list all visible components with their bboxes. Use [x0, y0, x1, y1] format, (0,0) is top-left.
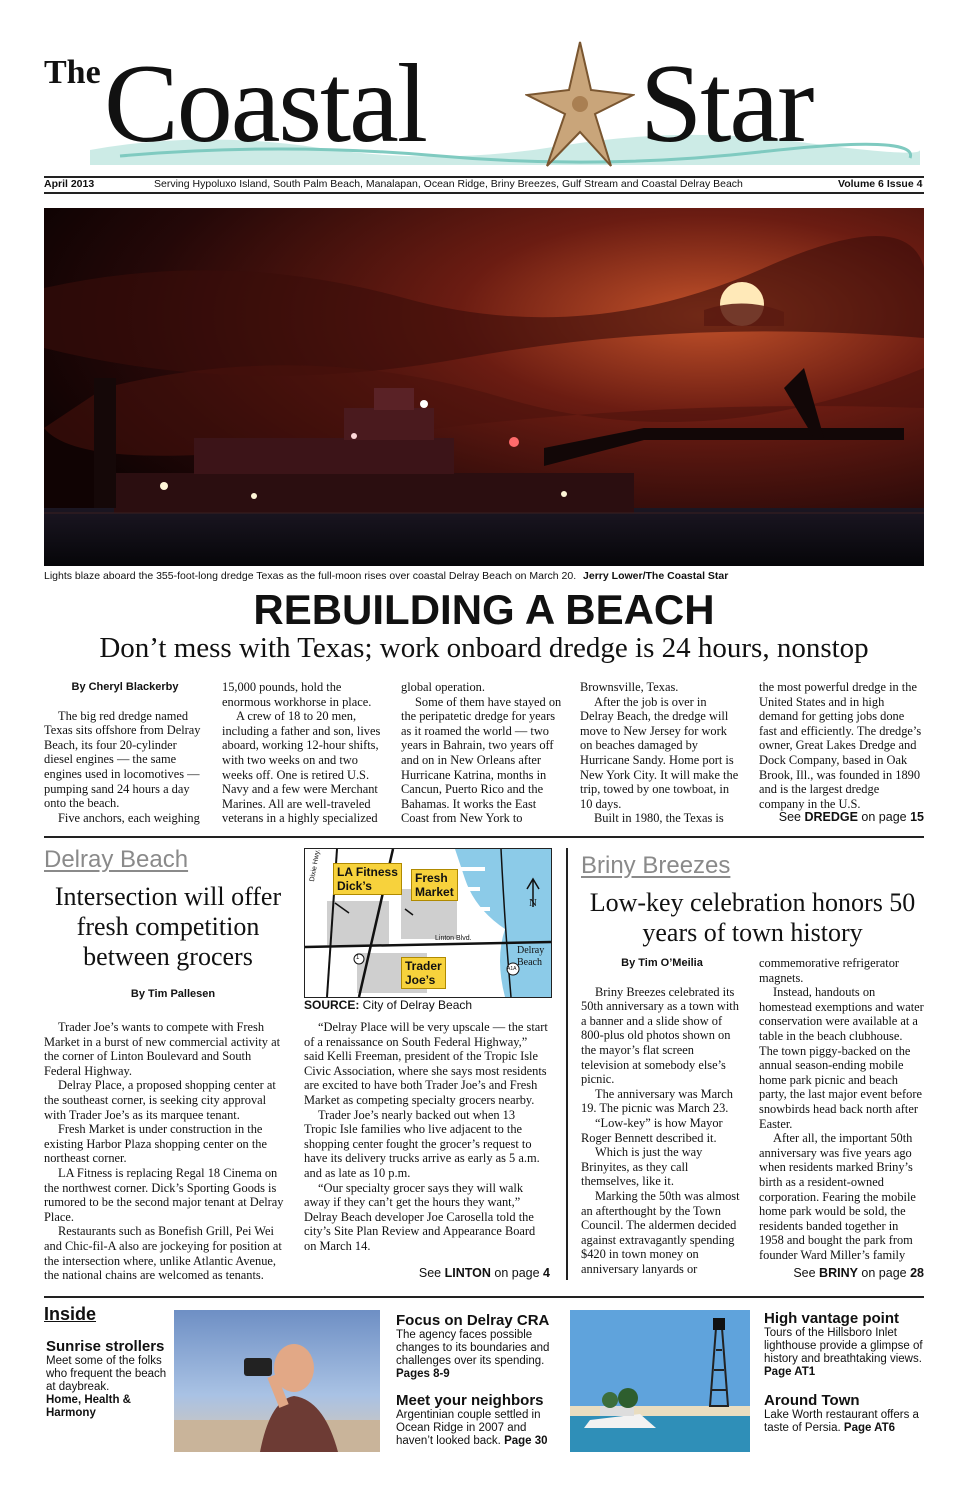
briny-headline: Low-key celebration honors 50 years of town history	[589, 888, 916, 947]
masthead-name-coastal: Coastal	[104, 42, 426, 166]
map-route-1: 1	[356, 955, 360, 961]
lead-photo	[44, 208, 924, 566]
see-linton-link[interactable]: See LINTON on page 4	[418, 1266, 550, 1280]
masthead-the: The	[44, 54, 101, 91]
briny-col-1: By Tim O’Meilia Briny Breezes celebrated its 50th anniversary as a town with a banner and a slide show of 800-plus old photos shown on the mayor’s flat screen television at somebody else’s picnic. The anniversary was March 19. The picnic was March 23. “Low-key” is how Mayor Roger Bennett described it. Which is just the way Brinyites, as they call themselves, like it. Marking the 50th was almost an afterthought by the Town Council. The aldermen decided against extravagantly spending $420 in town money on anniversary lanyards or	[581, 956, 743, 1276]
inside-item-cra[interactable]: Focus on Delray CRA The agency faces possible changes to its boundaries and challenges over its spending. Pages 8-9	[396, 1312, 550, 1380]
area-map	[304, 848, 552, 998]
photo-caption	[44, 570, 728, 582]
inside-item-aroundtown[interactable]: Around Town Lake Worth restaurant offers a taste of Persia. Page AT6	[764, 1392, 919, 1434]
inside-photo-strollers	[174, 1310, 380, 1452]
masthead-name-star: Star	[640, 42, 813, 166]
inside-item-vantage[interactable]: High vantage point Tours of the Hillsboro Inlet lighthouse provide a glimpse of history and breathtaking views. Page AT1	[764, 1310, 923, 1378]
map-north-arrow: N	[529, 897, 537, 909]
inside-item-sunrise[interactable]: Sunrise strollers Meet some of the folks who frequent the beach at daybreak. Home, Health & Harmony	[46, 1338, 167, 1419]
section-briny-breezes[interactable]: Briny Breezes	[581, 852, 731, 879]
map-dixie-hwy: Dixie Hwy.	[309, 848, 322, 883]
map-label-lafitness: LA Fitness Dick’s	[333, 863, 402, 895]
starfish-logo	[525, 40, 635, 170]
inside-photo-lighthouse	[570, 1310, 750, 1452]
see-briny-link[interactable]: See BRINY on page 28	[793, 1266, 924, 1280]
caption-text: Lights blaze aboard the 355-foot-long dredge Texas as the full-moon rises over coastal Delray Beach on March 20.	[44, 570, 577, 582]
photo-credit: Jerry Lower/The Coastal Star	[583, 570, 729, 582]
map-label-freshmarket: Fresh Market	[411, 869, 458, 901]
see-dredge-link[interactable]: See DREDGE on page 15	[778, 810, 924, 824]
lead-headline: REBUILDING A BEACH	[253, 586, 715, 633]
map-label-traderjoes: Trader Joe’s	[401, 957, 446, 989]
section-delray-beach[interactable]: Delray Beach	[44, 846, 189, 873]
lead-col-2: 15,000 pounds, hold the enormous workhorse in place. A crew of 18 to 20 men, including a father and son, lives aboard, working 12-hour shifts, with two weeks on and two weeks off. One is retired U.S. Navy and a few were Merchant Marines. All are well-traveled veterans in a highly specialized	[222, 680, 381, 826]
map-delray-beach: Delray Beach	[517, 945, 545, 968]
lead-col-3: global operation. Some of them have stayed on the peripatetic dredge for years as it roamed the world — two years in Bahrain, two years off and on in New Orleans after Hurricane Katrina, months in Cancun, Puerto Rico and the Bahamas. It works the East Coast from New York to	[401, 680, 562, 826]
map-linton-blvd: Linton Blvd.	[435, 935, 472, 942]
masthead-tagline: Serving Hypoluxo Island, South Palm Beach, Manalapan, Ocean Ridge, Briny Breezes, Gulf Stream and Coastal Delray Beach	[154, 178, 743, 190]
lead-col-5: the most powerful dredge in the United States and in high demand for getting jobs done fast and efficiently. The dredge’s owner, Great Lakes Dredge and Dock Company, based in Oak Brook, Ill., was founded in 1890 and is the largest dredge company in the U.S.	[759, 680, 922, 811]
delray-byline: By Tim Pallesen	[130, 988, 216, 1000]
inside-title: Inside	[44, 1304, 97, 1324]
briny-byline: By Tim O’Meilia	[621, 957, 703, 969]
lead-subhead: Don’t mess with Texas; work onboard dredge is 24 hours, nonstop	[99, 632, 869, 664]
lead-col-1: By Cheryl Blackerby The big red dredge named Texas sits offshore from Delray Beach, its four 20-cylinder diesel engines — the same engines used in locomotives — pumping sand 24 hours a day onto the beach. Five anchors, each weighing	[44, 680, 206, 825]
lead-col-4: Brownsville, Texas. After the job is over in Delray Beach, the dredge will move to New Jersey for work on beaches damaged by Hurricane Sandy. Home port is New York City. It will make the trip, towed by one towboat, in 10 days. Built in 1980, the Texas is	[580, 680, 739, 826]
volume-issue: Volume 6 Issue 4	[838, 178, 923, 190]
delray-col-1: Trader Joe’s wants to compete with Fresh Market in a burst of new commercial activity at the corner of Linton Boulevard and South Federal Highway. Delray Place, a proposed shopping center at the southeast corner, is seeking city approval with Trader Joe’s as its marquee tenant. Fresh Market is under construction in the existing Harbor Plaza shopping center on the northeast corner. LA Fitness is replacing Regal 18 Cinema on the northwest corner. Dick’s Sporting Goods is rumored to be the second major tenant at Delray Place. Restaurants such as Bonefish Grill, Pei Wei and Chic-fil-A also are jockeying for position at the intersection where, unlike Atlantic Avenue, the national chains are welcomed as tenants.	[44, 1020, 284, 1283]
map-source: SOURCE: City of Delray Beach	[304, 998, 473, 1012]
lead-byline: By Cheryl Blackerby	[71, 681, 179, 693]
map-route-a1a: A1A	[507, 966, 517, 972]
delray-headline: Intersection will offer fresh competition between grocers	[54, 882, 282, 971]
inside-item-neighbors[interactable]: Meet your neighbors Argentinian couple settled in Ocean Ridge in 2007 and haven’t looked back. Page 30	[396, 1392, 548, 1447]
delray-col-2: “Delray Place will be very upscale — the start of a renaissance on South Federal Highway,” said Kelli Freeman, president of the Tropic Isle Civic Association, where she says most residents are excited to have both Trader Joe’s and Fresh Market as competing specialty grocers nearby. Trader Joe’s nearly backed out when 13 Tropic Isle families who live adjacent to the shopping center fought the grocer’s request to have its delivery trucks arrive as early as 5 a.m. and as late as 10 p.m. “Our specialty grocer says they will walk away if they can’t get the hours they want,” Delray Beach developer Joe Carosella told the city’s Site Plan Review and Appearance Board on March 14.	[304, 1020, 548, 1253]
issue-date: April 2013	[44, 178, 95, 190]
briny-col-2: commemorative refrigerator magnets. Instead, handouts on homestead exemptions and water conservation were available at a table in the beach clubhouse. The town piggy-backed on the annual season-ending mobile home park picnic and beach party, the last major event before snowbirds head back north after Easter. After all, the important 50th anniversary was five years ago when residents marked Briny’s birth as a resident-owned corporation. Fearing the mobile home park would be sold, the residents banded together in 1958 and bought the park from founder Ward Miller’s family	[759, 956, 924, 1262]
